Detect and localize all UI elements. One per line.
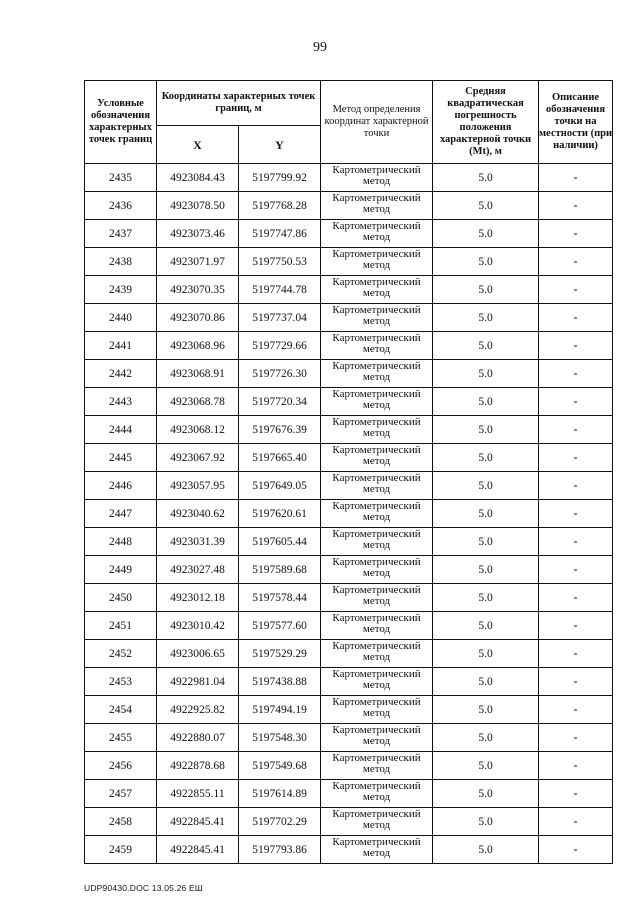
cell-accuracy: 5.0 (433, 500, 539, 528)
cell-point-id: 2451 (85, 612, 157, 640)
cell-description: - (539, 612, 613, 640)
footer-doc-id: UDP90430.DOC 13.05.26 ЕШ (84, 883, 203, 893)
table-row (85, 248, 613, 276)
cell-method: Картометрический метод (321, 556, 433, 584)
header-description: Описание обозначения точки на местности (при наличии) (539, 81, 613, 164)
table-row (85, 752, 613, 780)
cell-accuracy: 5.0 (433, 724, 539, 752)
cell-description: - (539, 836, 613, 864)
cell-y: 5197548.30 (239, 724, 321, 752)
cell-x: 4923073.46 (157, 220, 239, 248)
cell-y: 5197768.28 (239, 192, 321, 220)
cell-method: Картометрический метод (321, 388, 433, 416)
cell-description: - (539, 584, 613, 612)
cell-point-id: 2456 (85, 752, 157, 780)
cell-point-id: 2446 (85, 472, 157, 500)
cell-y: 5197747.86 (239, 220, 321, 248)
cell-accuracy: 5.0 (433, 612, 539, 640)
cell-point-id: 2458 (85, 808, 157, 836)
header-coordinates: Координаты характерных точек границ, м (157, 81, 321, 126)
cell-accuracy: 5.0 (433, 696, 539, 724)
cell-point-id: 2455 (85, 724, 157, 752)
cell-accuracy: 5.0 (433, 332, 539, 360)
cell-method: Картометрический метод (321, 192, 433, 220)
cell-y: 5197438.88 (239, 668, 321, 696)
cell-description: - (539, 696, 613, 724)
table-row (85, 668, 613, 696)
cell-point-id: 2450 (85, 584, 157, 612)
cell-x: 4923006.65 (157, 640, 239, 668)
cell-point-id: 2438 (85, 248, 157, 276)
table-body (85, 164, 613, 864)
header-accuracy: Средняя квадратическая погрешность положения характерной точки (Mt), м (433, 81, 539, 164)
cell-method: Картометрический метод (321, 724, 433, 752)
cell-method: Картометрический метод (321, 276, 433, 304)
cell-y: 5197737.04 (239, 304, 321, 332)
cell-point-id: 2454 (85, 696, 157, 724)
cell-point-id: 2442 (85, 360, 157, 388)
cell-method: Картометрический метод (321, 304, 433, 332)
cell-accuracy: 5.0 (433, 248, 539, 276)
boundary-points-table (84, 80, 613, 864)
table-row (85, 444, 613, 472)
cell-x: 4922845.41 (157, 808, 239, 836)
table-row (85, 724, 613, 752)
cell-method: Картометрический метод (321, 332, 433, 360)
table-row (85, 332, 613, 360)
table-row (85, 388, 613, 416)
cell-accuracy: 5.0 (433, 640, 539, 668)
cell-x: 4923070.35 (157, 276, 239, 304)
table-row (85, 164, 613, 192)
cell-x: 4923012.18 (157, 584, 239, 612)
cell-method: Картометрический метод (321, 808, 433, 836)
cell-point-id: 2457 (85, 780, 157, 808)
cell-accuracy: 5.0 (433, 668, 539, 696)
cell-method: Картометрический метод (321, 220, 433, 248)
cell-point-id: 2459 (85, 836, 157, 864)
cell-y: 5197577.60 (239, 612, 321, 640)
cell-method: Картометрический метод (321, 472, 433, 500)
cell-description: - (539, 304, 613, 332)
cell-y: 5197578.44 (239, 584, 321, 612)
header-y: Y (239, 126, 321, 164)
cell-y: 5197614.89 (239, 780, 321, 808)
cell-accuracy: 5.0 (433, 360, 539, 388)
cell-y: 5197676.39 (239, 416, 321, 444)
cell-description: - (539, 556, 613, 584)
cell-x: 4922925.82 (157, 696, 239, 724)
cell-accuracy: 5.0 (433, 444, 539, 472)
cell-accuracy: 5.0 (433, 780, 539, 808)
cell-y: 5197529.29 (239, 640, 321, 668)
table-row (85, 528, 613, 556)
cell-point-id: 2439 (85, 276, 157, 304)
cell-y: 5197726.30 (239, 360, 321, 388)
cell-x: 4923057.95 (157, 472, 239, 500)
cell-x: 4922845.41 (157, 836, 239, 864)
cell-y: 5197620.61 (239, 500, 321, 528)
cell-point-id: 2448 (85, 528, 157, 556)
header-x: X (157, 126, 239, 164)
cell-method: Картометрический метод (321, 752, 433, 780)
cell-accuracy: 5.0 (433, 192, 539, 220)
cell-x: 4923084.43 (157, 164, 239, 192)
cell-description: - (539, 360, 613, 388)
cell-x: 4923031.39 (157, 528, 239, 556)
cell-point-id: 2440 (85, 304, 157, 332)
cell-x: 4923010.42 (157, 612, 239, 640)
cell-description: - (539, 416, 613, 444)
page-number: 99 (313, 40, 327, 55)
cell-y: 5197799.92 (239, 164, 321, 192)
cell-accuracy: 5.0 (433, 836, 539, 864)
cell-x: 4923040.62 (157, 500, 239, 528)
cell-x: 4923070.86 (157, 304, 239, 332)
table-row (85, 220, 613, 248)
cell-point-id: 2445 (85, 444, 157, 472)
cell-y: 5197649.05 (239, 472, 321, 500)
cell-y: 5197702.29 (239, 808, 321, 836)
cell-accuracy: 5.0 (433, 388, 539, 416)
cell-accuracy: 5.0 (433, 584, 539, 612)
cell-x: 4923027.48 (157, 556, 239, 584)
cell-method: Картометрический метод (321, 612, 433, 640)
cell-accuracy: 5.0 (433, 276, 539, 304)
cell-point-id: 2436 (85, 192, 157, 220)
cell-description: - (539, 528, 613, 556)
table-row (85, 640, 613, 668)
cell-point-id: 2435 (85, 164, 157, 192)
cell-y: 5197729.66 (239, 332, 321, 360)
cell-method: Картометрический метод (321, 836, 433, 864)
cell-description: - (539, 388, 613, 416)
cell-description: - (539, 724, 613, 752)
table-row (85, 556, 613, 584)
cell-point-id: 2453 (85, 668, 157, 696)
cell-y: 5197549.68 (239, 752, 321, 780)
cell-x: 4923071.97 (157, 248, 239, 276)
cell-method: Картометрический метод (321, 164, 433, 192)
cell-method: Картометрический метод (321, 416, 433, 444)
cell-description: - (539, 640, 613, 668)
cell-method: Картометрический метод (321, 780, 433, 808)
table-header (85, 81, 613, 164)
cell-method: Картометрический метод (321, 696, 433, 724)
cell-description: - (539, 248, 613, 276)
cell-method: Картометрический метод (321, 640, 433, 668)
cell-point-id: 2443 (85, 388, 157, 416)
table-row (85, 836, 613, 864)
table-row (85, 304, 613, 332)
cell-method: Картометрический метод (321, 360, 433, 388)
cell-description: - (539, 444, 613, 472)
cell-point-id: 2449 (85, 556, 157, 584)
cell-method: Картометрический метод (321, 668, 433, 696)
header-method: Метод определения координат характерной точки (321, 81, 433, 164)
cell-description: - (539, 780, 613, 808)
table-row (85, 584, 613, 612)
cell-accuracy: 5.0 (433, 416, 539, 444)
cell-description: - (539, 332, 613, 360)
cell-y: 5197589.68 (239, 556, 321, 584)
cell-y: 5197605.44 (239, 528, 321, 556)
cell-description: - (539, 752, 613, 780)
cell-y: 5197793.86 (239, 836, 321, 864)
table-row (85, 192, 613, 220)
cell-accuracy: 5.0 (433, 808, 539, 836)
cell-x: 4922880.07 (157, 724, 239, 752)
cell-method: Картометрический метод (321, 528, 433, 556)
cell-accuracy: 5.0 (433, 164, 539, 192)
cell-x: 4922855.11 (157, 780, 239, 808)
table-row (85, 360, 613, 388)
header-point-designation: Условные обозначения характерных точек границ (85, 81, 157, 164)
cell-description: - (539, 220, 613, 248)
cell-description: - (539, 276, 613, 304)
cell-method: Картометрический метод (321, 500, 433, 528)
cell-accuracy: 5.0 (433, 304, 539, 332)
cell-x: 4923068.78 (157, 388, 239, 416)
cell-method: Картометрический метод (321, 248, 433, 276)
table-row (85, 276, 613, 304)
cell-description: - (539, 668, 613, 696)
cell-point-id: 2444 (85, 416, 157, 444)
cell-accuracy: 5.0 (433, 472, 539, 500)
cell-description: - (539, 500, 613, 528)
cell-x: 4923078.50 (157, 192, 239, 220)
table-row (85, 696, 613, 724)
cell-description: - (539, 472, 613, 500)
cell-y: 5197720.34 (239, 388, 321, 416)
cell-description: - (539, 192, 613, 220)
cell-x: 4922878.68 (157, 752, 239, 780)
cell-accuracy: 5.0 (433, 220, 539, 248)
cell-y: 5197750.53 (239, 248, 321, 276)
cell-point-id: 2437 (85, 220, 157, 248)
table-row (85, 808, 613, 836)
cell-point-id: 2452 (85, 640, 157, 668)
cell-y: 5197744.78 (239, 276, 321, 304)
cell-x: 4923068.91 (157, 360, 239, 388)
cell-point-id: 2447 (85, 500, 157, 528)
cell-accuracy: 5.0 (433, 752, 539, 780)
cell-method: Картометрический метод (321, 584, 433, 612)
cell-x: 4923067.92 (157, 444, 239, 472)
cell-accuracy: 5.0 (433, 528, 539, 556)
cell-accuracy: 5.0 (433, 556, 539, 584)
cell-description: - (539, 164, 613, 192)
cell-y: 5197494.19 (239, 696, 321, 724)
cell-y: 5197665.40 (239, 444, 321, 472)
table-row (85, 472, 613, 500)
cell-x: 4923068.96 (157, 332, 239, 360)
table-row (85, 780, 613, 808)
cell-description: - (539, 808, 613, 836)
table-row (85, 416, 613, 444)
table-row (85, 612, 613, 640)
cell-method: Картометрический метод (321, 444, 433, 472)
cell-x: 4922981.04 (157, 668, 239, 696)
table-row (85, 500, 613, 528)
cell-point-id: 2441 (85, 332, 157, 360)
cell-x: 4923068.12 (157, 416, 239, 444)
